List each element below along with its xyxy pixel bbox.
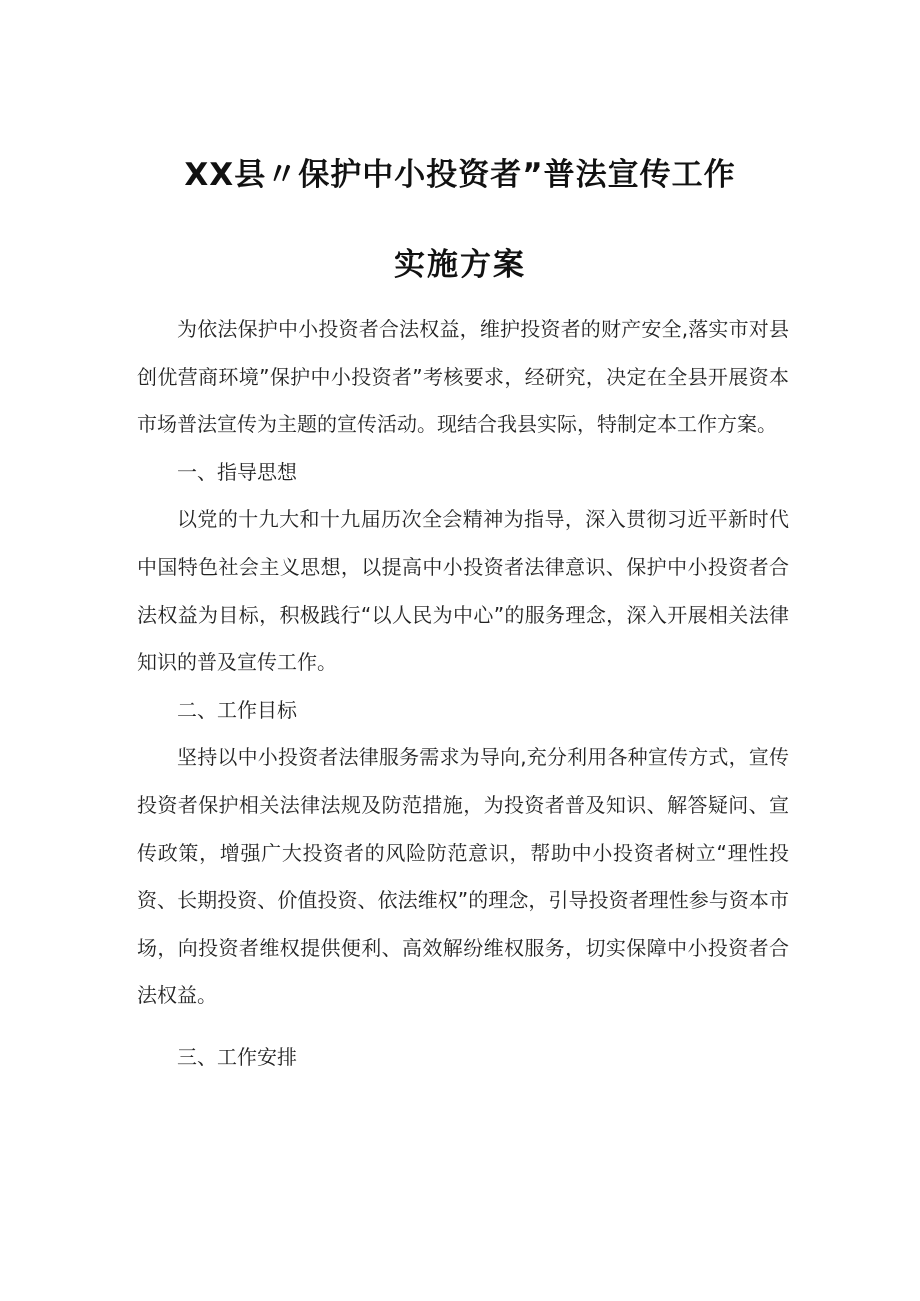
intro-paragraph: 为依法保护中小投资者合法权益，维护投资者的财产安全,落实市对县创优营商环境”保护中小投资者”考核要求，经研究，决定在全县开展资本市场普法宣传为主题的宣传活动。现结合我县实际，特制定本工作方案。 xyxy=(137,317,789,437)
document-subtitle: 实施方案 xyxy=(394,247,526,283)
document-title: XX县〃保护中小投资者”普法宣传工作 xyxy=(184,157,736,193)
section-heading-work-arrangements: 三、工作安排 xyxy=(177,1044,297,1069)
section-heading-guiding-ideology: 一、指导思想 xyxy=(177,459,297,484)
section-paragraph-work-goals: 坚持以中小投资者法律服务需求为导向,充分利用各种宣传方式，宣传投资者保护相关法律法规及防范措施，为投资者普及知识、解答疑问、宣传政策，增强广大投资者的风险防范意识，帮助中小投资者树立“理性投资、长期投资、价值投资、依法维权”的理念，引导投资者理性参与资本市场，向投资者维权提供便利、高效解纷维权服务，切实保障中小投资者合法权益。 xyxy=(137,745,789,1008)
section-heading-work-goals: 二、工作目标 xyxy=(177,697,297,722)
section-paragraph-guiding-ideology: 以党的十九大和十九届历次全会精神为指导，深入贯彻习近平新时代中国特色社会主义思想，以提高中小投资者法律意识、保护中小投资者合法权益为目标，积极践行“以人民为中心”的服务理念，深入开展相关法律知识的普及宣传工作。 xyxy=(137,507,789,675)
document-body xyxy=(137,306,789,1082)
